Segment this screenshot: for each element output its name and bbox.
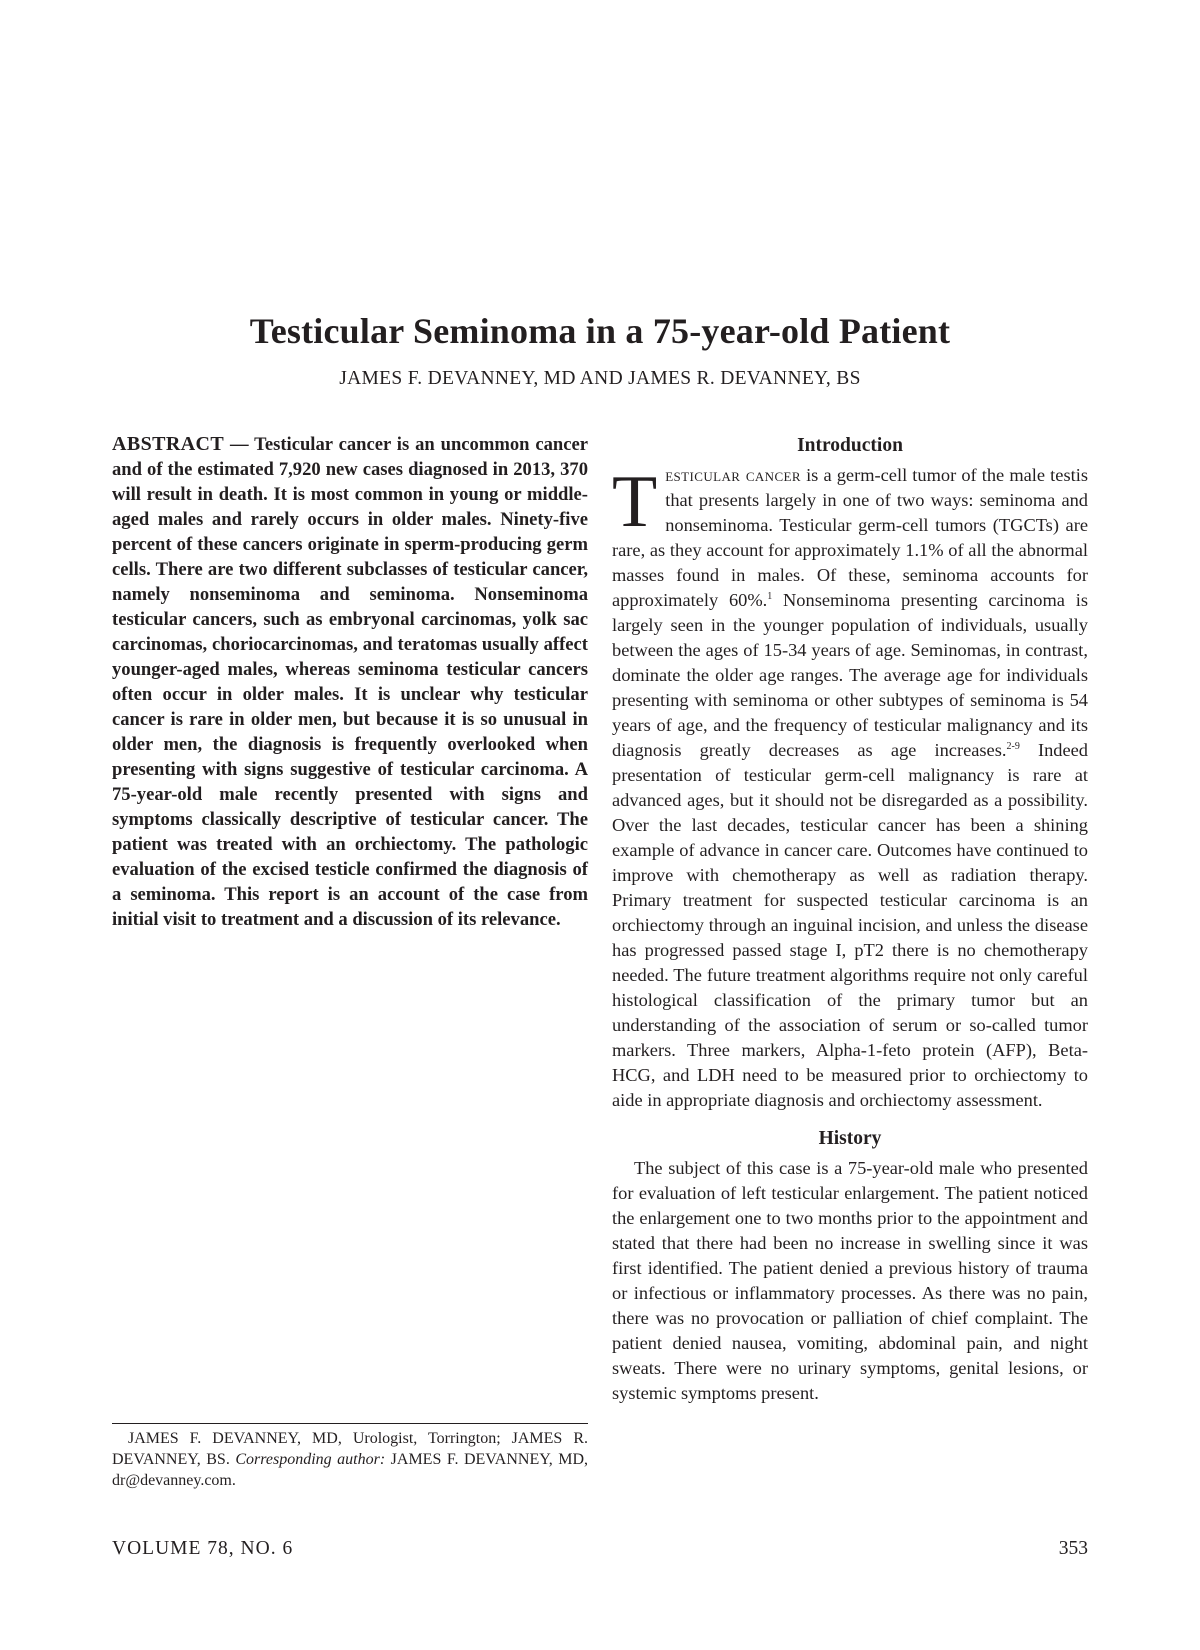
footnote-contact: JAMES F. DEVANNEY, MD, dr@devanney.com.: [112, 1451, 589, 1489]
page-number: 353: [1058, 1538, 1088, 1559]
abstract-label: ABSTRACT: [112, 433, 225, 455]
right-column: [612, 432, 1088, 1406]
introduction-section: [612, 432, 1088, 1113]
reference-2-9: 2-9: [1006, 740, 1020, 752]
abstract-dash: —: [224, 434, 255, 455]
footnote-affiliation: JAMES F. DEVANNEY, MD, Urologist, Torrington; JAMES R. DEVANNEY, BS.: [112, 1430, 588, 1468]
introduction-paragraph: [612, 463, 1088, 1113]
author-line: JAMES F. DEVANNEY, MD AND JAMES R. DEVANNEY, BS: [339, 368, 861, 389]
reference-1: 1: [767, 590, 773, 602]
footnote-divider: [112, 1423, 588, 1424]
drop-cap: T: [612, 461, 658, 543]
abstract-text: Testicular cancer is an uncommon cancer and of the estimated 7,920 new cases diagnosed in 2013, 370 will result in death. It is most common in young or middle-aged males and rarely occurs in older males. Ninety-five percent of these cancers originate in sperm-producing germ cells. There are two different subclasses of testicular cancer, namely nonseminoma and seminoma. Nonseminoma testicular cancers, such as embryonal carcinomas, yolk sac carcinomas, choriocarcinomas, and teratomas usually affect younger-aged males, whereas seminoma testicular cancers often occur in older males. It is unclear why testicular cancer is rare in older men, but because it is so unusual in older men, the diagnosis is frequently overlooked when presenting with signs suggestive of testicular carcinoma. A 75-year-old male recently presented with signs and symptoms classically descriptive of testicular cancer. The patient was treated with an orchiectomy. The pathologic evaluation of the excised testicle confirmed the diagnosis of a seminoma. This report is an account of the case from initial visit to treatment and a discussion of its relevance.: [112, 434, 588, 930]
intro-text-part1: is a germ-cell tumor of the male testis that presents largely in one of two ways: seminoma and nonseminoma. Testicular germ-cell tumors (TGCTs) are rare, as they account for approximately 1.1% of all the abnormal masses found in males. Of these, seminoma accounts for approximately 60%.: [612, 465, 1088, 610]
history-heading: History: [818, 1128, 882, 1149]
intro-text-part2: Nonseminoma presenting carcinoma is largely seen in the younger population of individuals, usually between the ages of 15-34 years of age. Seminomas, in contrast, dominate the older age ranges. The average age for individuals presenting with seminoma or other subtypes of seminoma is 54 years of age, and the frequency of testicular malignancy and its diagnosis greatly decreases as age increases.: [612, 590, 1088, 760]
footnote-corresponding-label: Corresponding author:: [235, 1451, 386, 1468]
intro-smallcaps-lead: esticular cancer: [665, 465, 801, 485]
journal-volume: VOLUME 78, NO. 6: [112, 1538, 294, 1559]
abstract: [112, 432, 588, 932]
history-paragraph: The subject of this case is a 75-year-old male who presented for evaluation of left testicular enlargement. The patient noticed the enlargement one to two months prior to the appointment and stated that there had been no increase in swelling since it was first identified. The patient denied a previous history of trauma or infectious or inflammatory processes. As there was no pain, there was no provocation or palliation of chief complaint. The patient denied nausea, vomiting, abdominal pain, and night sweats. There were no urinary symptoms, genital lesions, or systemic symptoms present.: [612, 1158, 1088, 1403]
intro-text-part3: Indeed presentation of testicular germ-cell malignancy is rare at advanced ages, but it should not be disregarded as a possibility. Over the last decades, testicular cancer has been a shining example of advance in cancer care. Outcomes have continued to improve with chemotherapy as well as radiation therapy. Primary treatment for suspected testicular carcinoma is an orchiectomy through an inguinal incision, and unless the disease has progressed passed stage I, pT2 there is no chemotherapy needed. The future treatment algorithms require not only careful histological classification of the primary tumor but an understanding of the association of serum or so-called tumor markers. Three markers, Alpha-1-feto protein (AFP), Beta-HCG, and LDH need to be measured prior to orchiectomy to aide in appropriate diagnosis and orchiectomy assessment.: [612, 740, 1088, 1110]
introduction-heading: Introduction: [797, 435, 903, 456]
history-section: [612, 1125, 1088, 1406]
author-footnote: [112, 1428, 588, 1491]
article-title: Testicular Seminoma in a 75-year-old Patient: [249, 311, 951, 352]
